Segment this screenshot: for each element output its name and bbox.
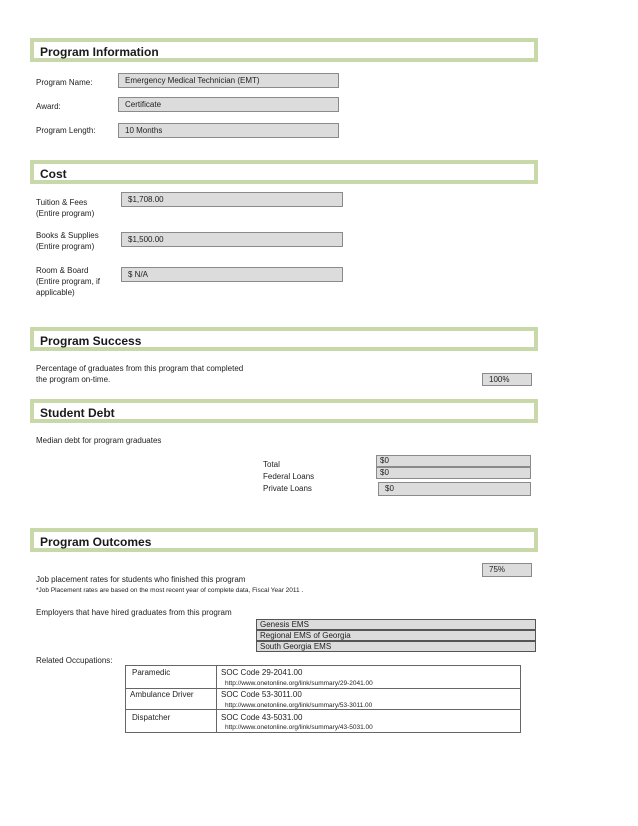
occupation-link[interactable]: http://www.onetonline.org/link/summary/29-2041.00	[225, 680, 373, 687]
placement-rate-field: 75%	[482, 563, 532, 577]
employers-label: Employers that have hired graduates from this program	[36, 608, 232, 617]
success-description: Percentage of graduates from this program that completed the program on-time.	[36, 364, 244, 384]
room-board-label: Room & Board (Entire program, if applicable)	[36, 266, 101, 297]
debt-private-field: $0	[378, 482, 531, 496]
section-header-program-information	[30, 38, 538, 62]
occupation-soc: SOC Code 53-3011.00 http://www.onetonline.org/link/summary/53-3011.00	[216, 688, 521, 710]
success-rate-field: 100%	[482, 373, 532, 386]
section-title: Program Information	[40, 45, 159, 59]
debt-description: Median debt for program graduates	[36, 436, 162, 445]
section-title: Program Outcomes	[40, 535, 152, 549]
occupation-soc: SOC Code 29-2041.00 http://www.onetonline.org/link/summary/29-2041.00	[216, 665, 521, 689]
debt-total-label: Total	[263, 460, 280, 469]
occupation-soc: SOC Code 43-5031.00 http://www.onetonline.org/link/summary/43-5031.00	[216, 709, 521, 733]
section-header-program-success	[30, 327, 538, 351]
section-header-student-debt	[30, 399, 538, 423]
tuition-label: Tuition & Fees (Entire program)	[36, 198, 95, 218]
award-field: Certificate	[118, 97, 339, 112]
section-title: Cost	[40, 167, 67, 181]
placement-note: *Job Placement rates are based on the most recent year of complete data, Fiscal Year 2011 .	[36, 587, 304, 594]
occupation-name: Dispatcher	[125, 709, 217, 733]
debt-private-label: Private Loans	[263, 484, 312, 493]
debt-total-field: $0	[376, 455, 531, 467]
debt-federal-field: $0	[376, 467, 531, 479]
award-label: Award:	[36, 102, 61, 111]
section-title: Program Success	[40, 334, 142, 348]
employer-item: Regional EMS of Georgia	[256, 630, 536, 641]
program-length-label: Program Length:	[36, 126, 96, 135]
debt-federal-label: Federal Loans	[263, 472, 315, 481]
section-header-program-outcomes	[30, 528, 538, 552]
employer-item: South Georgia EMS	[256, 641, 536, 652]
employer-item: Genesis EMS	[256, 619, 536, 630]
occupation-link[interactable]: http://www.onetonline.org/link/summary/43-5031.00	[225, 724, 373, 731]
section-header-cost	[30, 160, 538, 184]
section-title: Student Debt	[40, 406, 115, 420]
occupation-name: Paramedic	[125, 665, 217, 689]
program-length-field: 10 Months	[118, 123, 339, 138]
related-occupations-label: Related Occupations:	[36, 656, 113, 665]
program-name-label: Program Name:	[36, 78, 93, 87]
books-label: Books & Supplies (Entire program)	[36, 231, 99, 251]
tuition-field: $1,708.00	[121, 192, 343, 207]
occupation-link[interactable]: http://www.onetonline.org/link/summary/53-3011.00	[225, 702, 373, 709]
occupation-name: Ambulance Driver	[125, 688, 217, 710]
program-name-field: Emergency Medical Technician (EMT)	[118, 73, 339, 88]
books-field: $1,500.00	[121, 232, 343, 247]
room-board-field: $ N/A	[121, 267, 343, 282]
placement-label: Job placement rates for students who finished this program	[36, 575, 246, 584]
